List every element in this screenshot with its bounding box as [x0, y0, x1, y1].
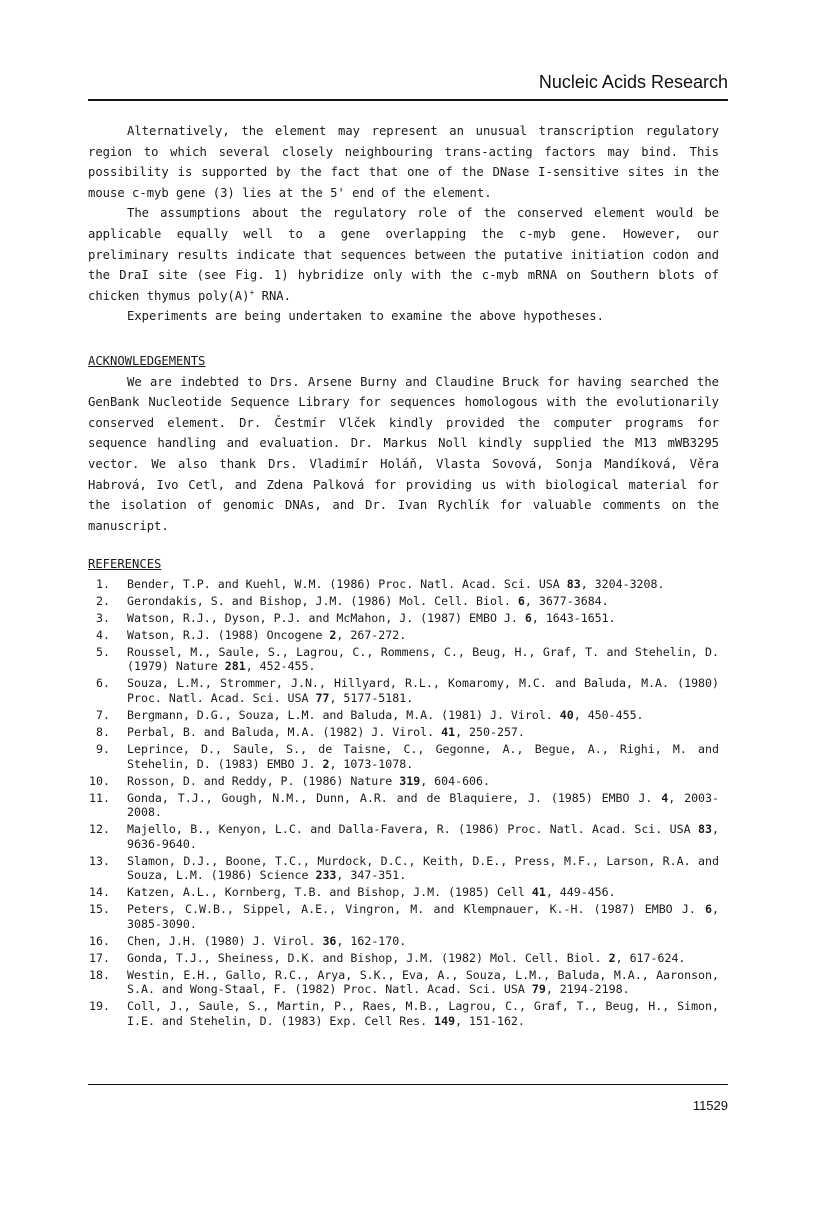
reference-pages: , 604-606.: [420, 773, 490, 788]
reference-item: [88, 628, 719, 643]
reference-item: [88, 725, 719, 740]
reference-item: [88, 822, 719, 851]
reference-pages: , 452-455.: [245, 659, 316, 674]
paragraph: Alternatively, the element may represent an unusual transcription regulatory region to which several closely neighbouring trans-acting factors may bind. This possibility is supported by the fact that one of the DNase I-sensitive sites in the mouse c-myb gene (3) lies at the 5' end of the element.: [88, 124, 719, 200]
reference-citation: Leprince, D., Saule, S., de Taisne, C., Gegonne, A., Begue, A., Righi, M. and Stehelin, D. (1983) EMBO J.: [127, 741, 719, 771]
reference-number: 13.: [89, 853, 110, 868]
header-rule: [88, 99, 728, 101]
reference-citation: Katzen, A.L., Kornberg, T.B. and Bishop, J.M. (1985) Cell: [127, 885, 532, 900]
reference-number: 8.: [96, 724, 110, 739]
reference-citation: Bergmann, D.G., Souza, L.M. and Baluda, M.A. (1981) J. Virol.: [127, 707, 560, 722]
reference-pages: , 162-170.: [336, 933, 407, 948]
reference-item: [88, 791, 719, 820]
reference-number: 6.: [96, 676, 110, 691]
reference-volume: 319: [399, 773, 421, 788]
reference-volume: 6: [705, 902, 713, 917]
reference-number: 15.: [89, 902, 110, 917]
reference-pages: , 449-456.: [545, 885, 616, 900]
reference-pages: , 267-272.: [336, 627, 407, 642]
page-body: [88, 121, 719, 1031]
footer-rule: [88, 1084, 728, 1085]
reference-number: 17.: [89, 950, 110, 965]
reference-citation: Bender, T.P. and Kuehl, W.M. (1986) Proc. Natl. Acad. Sci. USA: [127, 576, 567, 591]
reference-pages: , 347-351.: [336, 868, 407, 883]
reference-pages: , 3204-3208.: [580, 576, 665, 591]
reference-volume: 6: [517, 593, 525, 608]
reference-volume: 41: [441, 724, 456, 739]
reference-volume: 2: [322, 756, 330, 771]
reference-volume: 149: [434, 1013, 456, 1028]
reference-number: 7.: [96, 707, 110, 722]
reference-pages: , 2194-2198.: [545, 982, 630, 997]
paragraph-tail: RNA.: [254, 288, 291, 303]
reference-volume: 79: [531, 982, 546, 997]
reference-pages: , 9636-9640.: [127, 822, 719, 851]
reference-citation: Gonda, T.J., Gough, N.M., Dunn, A.R. and de Blaquiere, J. (1985) EMBO J.: [127, 790, 662, 805]
paragraph: Experiments are being undertaken to examine the above hypotheses.: [127, 309, 604, 324]
reference-item: [88, 676, 719, 705]
reference-volume: 281: [224, 659, 246, 674]
reference-volume: 4: [661, 790, 669, 805]
reference-pages: , 151-162.: [455, 1013, 525, 1028]
reference-number: 19.: [89, 999, 110, 1014]
reference-item: [88, 708, 719, 723]
reference-number: 11.: [89, 790, 110, 805]
superscript: +: [249, 287, 255, 297]
reference-citation: Gonda, T.J., Sheiness, D.K. and Bishop, J.M. (1982) Mol. Cell. Biol.: [127, 950, 609, 965]
reference-item: [88, 742, 719, 771]
reference-volume: 83: [698, 822, 713, 837]
reference-citation: Peters, C.W.B., Sippel, A.E., Vingron, M. and Klempnauer, K.-H. (1987) EMBO J.: [127, 902, 706, 917]
references-heading: REFERENCES: [88, 557, 162, 572]
reference-volume: 233: [315, 868, 337, 883]
reference-list: [88, 577, 719, 1029]
reference-item: [88, 934, 719, 949]
reference-citation: Watson, R.J. (1988) Oncogene: [127, 627, 330, 642]
reference-number: 10.: [89, 773, 110, 788]
reference-number: 5.: [96, 644, 110, 659]
reference-pages: , 1073-1078.: [329, 756, 414, 771]
reference-item: [88, 885, 719, 900]
reference-item: [88, 611, 719, 626]
reference-number: 2.: [96, 593, 110, 608]
reference-pages: , 3085-3090.: [127, 902, 719, 931]
reference-volume: 83: [566, 576, 581, 591]
reference-pages: , 617-624.: [615, 950, 686, 965]
reference-volume: 6: [524, 610, 532, 625]
reference-citation: Slamon, D.J., Boone, T.C., Murdock, D.C., Keith, D.E., Press, M.F., Larson, R.A. and Souza, L.M. (1986) Science: [127, 853, 719, 883]
reference-citation: Perbal, B. and Baluda, M.A. (1982) J. Virol.: [127, 724, 442, 739]
reference-volume: 41: [531, 885, 546, 900]
paragraph-text: The assumptions about the regulatory role of the conserved element would be applicable equally well to a gene overlapping the c-myb gene. However, our preliminary results indicate that sequences between the putative initiation codon and the DraI site (see Fig. 1) hybridize only with the c-myb mRNA on Southern blots of chicken thymus poly(A): [88, 206, 719, 303]
reference-item: [88, 577, 719, 592]
reference-pages: , 450-455.: [573, 707, 644, 722]
reference-item: [88, 854, 719, 883]
journal-title: Nucleic Acids Research: [538, 72, 728, 92]
reference-number: 3.: [96, 610, 110, 625]
reference-volume: 40: [559, 707, 574, 722]
reference-item: [88, 902, 719, 931]
reference-pages: , 250-257.: [455, 724, 525, 739]
reference-volume: 2: [608, 950, 616, 965]
reference-citation: Chen, J.H. (1980) J. Virol.: [127, 933, 323, 948]
reference-pages: , 5177-5181.: [329, 690, 414, 705]
reference-citation: Roussel, M., Saule, S., Lagrou, C., Rommens, C., Beug, H., Graf, T. and Stehelin, D. (1979) Nature: [127, 644, 719, 674]
reference-citation: Coll, J., Saule, S., Martin, P., Raes, M.B., Lagrou, C., Graf, T., Beug, H., Simon, I.E. and Stehelin, D. (1983) Exp. Cell Res.: [127, 999, 719, 1028]
reference-citation: Rosson, D. and Reddy, P. (1986) Nature: [127, 773, 400, 788]
reference-number: 1.: [96, 576, 110, 591]
reference-number: 14.: [89, 885, 110, 900]
reference-item: [88, 968, 719, 997]
reference-citation: Watson, R.J., Dyson, P.J. and McMahon, J. (1987) EMBO J.: [127, 610, 525, 625]
reference-item: [88, 999, 719, 1028]
reference-pages: , 2003-2008.: [127, 790, 719, 820]
reference-pages: , 1643-1651.: [531, 610, 616, 625]
reference-citation: Westin, E.H., Gallo, R.C., Arya, S.K., Eva, A., Souza, L.M., Baluda, M.A., Aaronson, S.A. and Wong-Staal, F. (1982) Proc. Natl. Acad. Sci. USA: [127, 967, 719, 997]
reference-item: [88, 951, 719, 966]
reference-item: [88, 774, 719, 789]
acknowledgements-heading: ACKNOWLEDGEMENTS: [88, 353, 206, 368]
reference-volume: 77: [315, 690, 330, 705]
reference-item: [88, 645, 719, 674]
reference-number: 16.: [89, 933, 110, 948]
reference-number: 9.: [96, 741, 110, 756]
reference-number: 4.: [96, 627, 110, 642]
reference-number: 18.: [89, 967, 110, 982]
acknowledgements-text: We are indebted to Drs. Arsene Burny and Claudine Bruck for having searched the GenBank Nucleotide Sequence Library for sequences homologous with the evolutionarily conserved element. Dr. Čestmír Vlček kindly provided the computer programs for sequence handling and evaluation. Dr. Markus Noll kindly supplied the M13 mWB3295 vector. We also thank Drs. Vladimír Holáň, Vlasta Sovová, Sonja Mandíková, Věra Habrová, Ivo Cetl, and Zdena Palková for providing us with biological material for the isolation of genomic DNAs, and Dr. Ivan Rychlík for valuable comments on the manuscript.: [88, 374, 719, 533]
reference-volume: 2: [329, 627, 337, 642]
reference-item: [88, 594, 719, 609]
paragraph: [88, 203, 719, 306]
page-number: 11529: [692, 1098, 728, 1113]
reference-volume: 36: [322, 933, 337, 948]
reference-pages: , 3677-3684.: [524, 593, 609, 608]
reference-number: 12.: [89, 822, 110, 837]
reference-citation: Souza, L.M., Strommer, J.N., Hillyard, R.L., Komaromy, M.C. and Baluda, M.A. (1980) Proc. Natl. Acad. Sci. USA: [127, 676, 719, 705]
reference-citation: Majello, B., Kenyon, L.C. and Dalla-Favera, R. (1986) Proc. Natl. Acad. Sci. USA: [127, 822, 699, 837]
reference-citation: Gerondakis, S. and Bishop, J.M. (1986) Mol. Cell. Biol.: [127, 593, 518, 608]
